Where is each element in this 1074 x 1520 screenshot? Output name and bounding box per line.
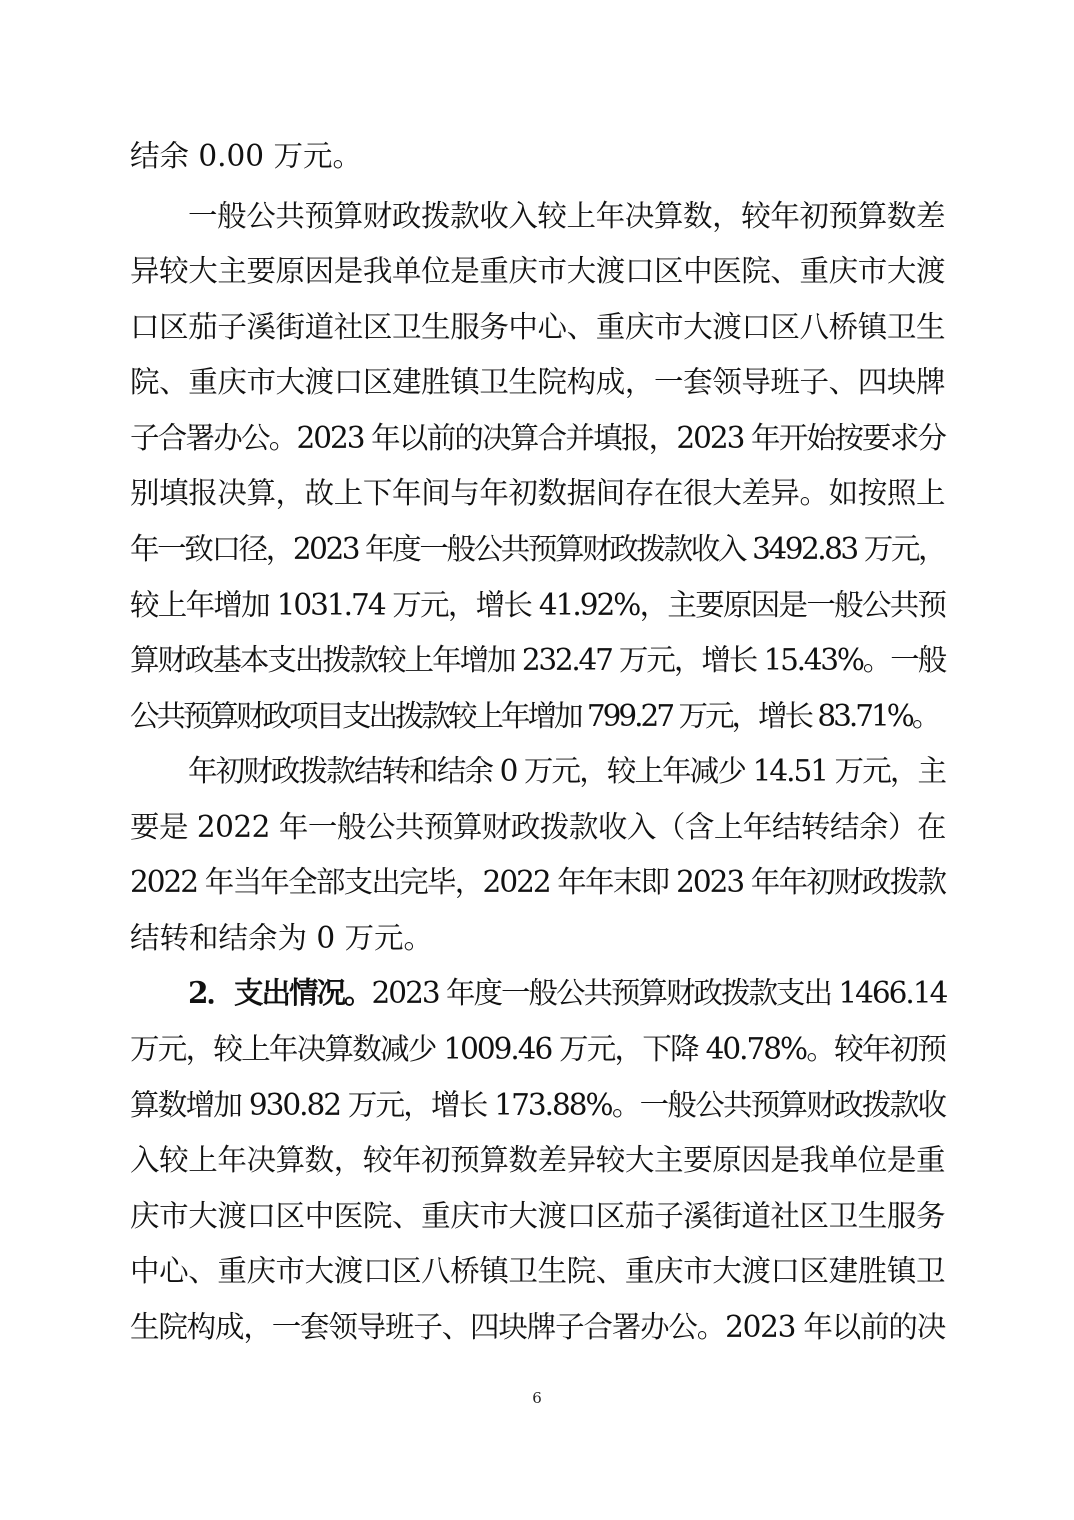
- text-line: 入较上年决算数，较年初预算数差异较大主要原因是我单位是重: [130, 1143, 945, 1177]
- text-line: 要是 2022 年一般公共预算财政拨款收入（含上年结转结余）在: [130, 810, 946, 844]
- text-line: 生院构成，一套领导班子、四块牌子合署办公。2023 年以前的决: [130, 1310, 945, 1344]
- section-text: 2023 年度一般公共预算财政拨款支出 1466.14: [371, 976, 947, 1010]
- text-line: 异较大主要原因是我单位是重庆市大渡口区中医院、重庆市大渡: [130, 254, 945, 288]
- text-line: 算数增加 930.82 万元，增长 173.88%。一般公共预算财政拨款收: [130, 1088, 945, 1122]
- text-line: 算财政基本支出拨款较上年增加 232.47 万元，增长 15.43%。一般: [130, 643, 945, 677]
- section-heading-line: [188, 973, 945, 1013]
- section-heading: 2．支出情况。: [188, 975, 372, 1010]
- text-line: 公共预算财政项目支出拨款较上年增加 799.27 万元，增长 83.71%。: [130, 699, 939, 733]
- text-line: 别填报决算，故上下年间与年初数据间存在很大差异。如按照上: [130, 476, 945, 510]
- text-line: 较上年增加 1031.74 万元，增长 41.92%，主要原因是一般公共预: [130, 588, 945, 622]
- text-line: 结转和结余为 0 万元。: [130, 921, 434, 955]
- text-line: 年一致口径，2023 年度一般公共预算财政拨款收入 3492.83 万元，: [130, 532, 945, 566]
- text-line: 中心、重庆市大渡口区八桥镇卫生院、重庆市大渡口区建胜镇卫: [130, 1254, 945, 1288]
- text-line: 子合署办公。2023 年以前的决算合并填报，2023 年开始按要求分: [130, 421, 945, 455]
- text-line: 庆市大渡口区中医院、重庆市大渡口区茄子溪街道社区卫生服务: [130, 1199, 945, 1233]
- text-line: 2022 年当年全部支出完毕，2022 年年末即 2023 年年初财政拨款: [130, 865, 945, 899]
- text-line: 万元，较上年决算数减少 1009.46 万元，下降 40.78%。较年初预: [130, 1032, 945, 1066]
- text-line: 院、重庆市大渡口区建胜镇卫生院构成，一套领导班子、四块牌: [130, 365, 945, 399]
- page-number: 6: [532, 1389, 542, 1407]
- text-line: 年初财政拨款结转和结余 0 万元，较上年减少 14.51 万元，主: [188, 754, 945, 788]
- text-line: 口区茄子溪街道社区卫生服务中心、重庆市大渡口区八桥镇卫生: [130, 310, 945, 344]
- text-line: 结余 0.00 万元。: [130, 139, 362, 173]
- text-line: 一般公共预算财政拨款收入较上年决算数，较年初预算数差: [188, 199, 945, 233]
